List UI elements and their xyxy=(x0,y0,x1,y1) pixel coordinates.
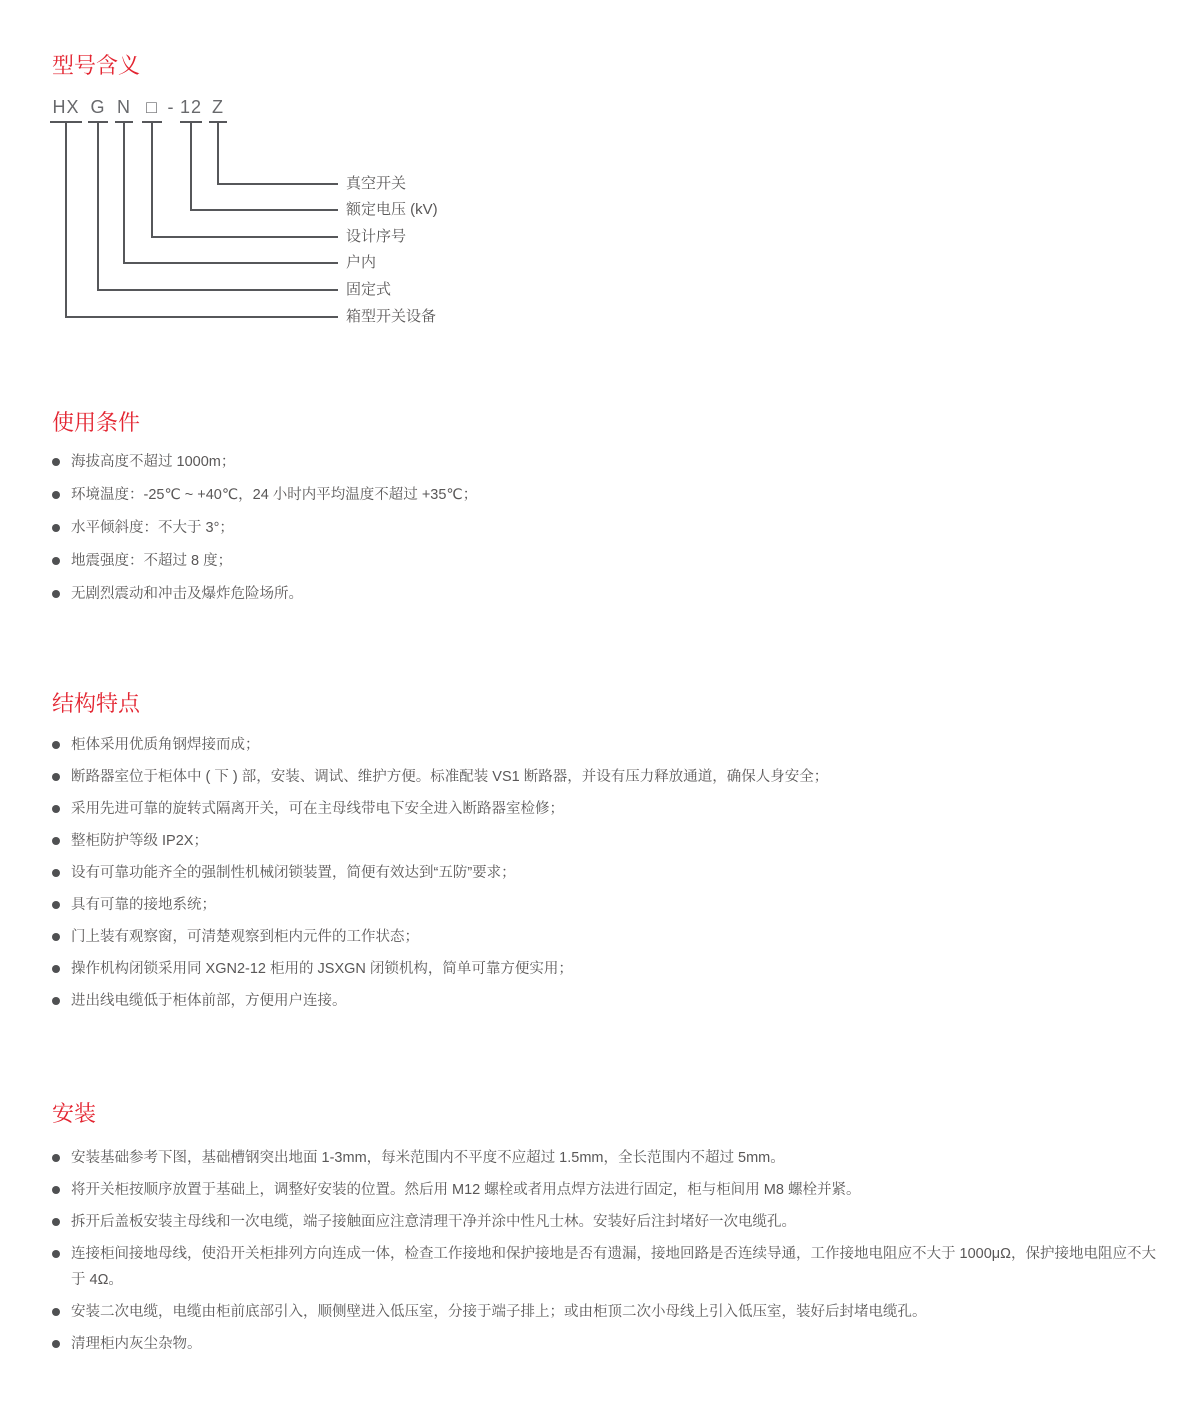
list-item xyxy=(52,991,1157,1011)
bullet-icon xyxy=(52,965,60,973)
list-item xyxy=(52,767,1157,787)
list-item xyxy=(52,1145,1157,1171)
bullet-icon xyxy=(52,590,60,598)
list-item-text: 安装基础参考下图，基础槽钢突出地面 1-3mm，每米范围内不平度不应超过 1.5mm，全长范围内不超过 5mm。 xyxy=(71,1150,785,1166)
list-item xyxy=(52,452,1157,472)
bullet-icon xyxy=(52,524,60,532)
model-code-part: Z xyxy=(212,97,224,117)
bullet-icon xyxy=(52,1218,60,1226)
bullet-icon xyxy=(52,1308,60,1316)
model-code-part: G xyxy=(90,97,106,117)
list-item-text: 门上装有观察窗，可清楚观察到柜内元件的工作状态； xyxy=(71,929,419,945)
list-item-text: 环境温度：-25℃ ~ +40℃，24 小时内平均温度不超过 +35℃； xyxy=(71,487,478,503)
bullet-icon xyxy=(52,1154,60,1162)
list-item xyxy=(52,485,1157,505)
bullet-icon xyxy=(52,837,60,845)
model-part-label: 户内 xyxy=(346,254,377,271)
bullet-icon xyxy=(52,773,60,781)
list-item-text: 进出线电缆低于柜体前部，方便用户连接。 xyxy=(71,993,347,1009)
model-part-label: 设计序号 xyxy=(346,228,407,245)
list-item xyxy=(52,863,1157,883)
list-item-text: 安装二次电缆，电缆由柜前底部引入，顺侧壁进入低压室，分接于端子排上；或由柜顶二次小母线上引入低压室，装好后封堵电缆孔。 xyxy=(71,1304,927,1320)
model-part-label: 箱型开关设备 xyxy=(346,308,437,325)
model-code-part: - xyxy=(167,97,175,117)
model-code-part: N xyxy=(117,97,131,117)
model-code-part: □ xyxy=(146,97,158,117)
bullet-icon xyxy=(52,869,60,877)
section-title-model-meaning: 型号含义 xyxy=(52,53,141,78)
list-item-text: 连接柜间接地母线，使沿开关柜排列方向连成一体，检查工作接地和保护接地是否有遗漏，接地回路是否连续导通，工作接地电阻应不大于 1000μΩ，保护接地电阻应不大于 4Ω。 xyxy=(71,1246,1156,1288)
bullet-icon xyxy=(52,997,60,1005)
list-item-text: 操作机构闭锁采用同 XGN2-12 柜用的 JSXGN 闭锁机构，简单可靠方便实用； xyxy=(71,961,573,977)
list-item xyxy=(52,831,1157,851)
model-designation-diagram xyxy=(0,98,1200,348)
list-item xyxy=(52,927,1157,947)
bullet-icon xyxy=(52,741,60,749)
model-part-labels xyxy=(0,98,1200,348)
list-item-text: 断路器室位于柜体中 ( 下 ) 部，安装、调试、维护方便。标准配装 VS1 断路器，并设有压力释放通道，确保人身安全； xyxy=(71,769,829,785)
list-item xyxy=(52,735,1157,755)
model-part-label: 固定式 xyxy=(346,281,392,298)
bullet-icon xyxy=(52,491,60,499)
list-item xyxy=(52,518,1157,538)
bullet-icon xyxy=(52,1186,60,1194)
list-item-text: 设有可靠功能齐全的强制性机械闭锁装置，简便有效达到“五防”要求； xyxy=(71,865,516,881)
list-item xyxy=(52,895,1157,915)
list-item-text: 拆开后盖板安装主母线和一次电缆，端子接触面应注意清理干净并涂中性凡士林。安装好后注封堵好一次电缆孔。 xyxy=(71,1214,796,1230)
list-item-text: 柜体采用优质角钢焊接而成； xyxy=(71,737,260,753)
list-item-text: 整柜防护等级 IP2X； xyxy=(71,833,208,849)
list-item-text: 水平倾斜度：不大于 3°； xyxy=(71,520,234,536)
list-item-text: 海拔高度不超过 1000m； xyxy=(71,454,236,470)
bullet-icon xyxy=(52,458,60,466)
list-item-text: 具有可靠的接地系统； xyxy=(71,897,216,913)
section-title-installation: 安装 xyxy=(52,1101,97,1126)
list-item xyxy=(52,1331,1157,1357)
section-title-usage-conditions: 使用条件 xyxy=(52,410,141,435)
bullet-icon xyxy=(52,933,60,941)
list-item-text: 将开关柜按顺序放置于基础上，调整好安装的位置。然后用 M12 螺栓或者用点焊方法进行固定，柜与柜间用 M8 螺栓并紧。 xyxy=(71,1182,861,1198)
bullet-icon xyxy=(52,805,60,813)
list-item xyxy=(52,799,1157,819)
list-item xyxy=(52,1241,1157,1293)
model-code-part: 12 xyxy=(179,97,203,117)
list-item xyxy=(52,584,1157,604)
list-item xyxy=(52,1209,1157,1235)
model-part-label: 真空开关 xyxy=(346,175,407,192)
list-item-text: 清理柜内灰尘杂物。 xyxy=(71,1336,202,1352)
bullet-icon xyxy=(52,1250,60,1258)
model-code-part: HX xyxy=(52,97,80,117)
list-item-text: 无剧烈震动和冲击及爆炸危险场所。 xyxy=(71,586,303,602)
structural-features-list xyxy=(52,735,1157,1023)
installation-list xyxy=(52,1145,1157,1363)
usage-conditions-list xyxy=(52,452,1157,617)
bullet-icon xyxy=(52,901,60,909)
model-part-label: 额定电压 (kV) xyxy=(346,201,438,218)
list-item-text: 采用先进可靠的旋转式隔离开关，可在主母线带电下安全进入断路器室检修； xyxy=(71,801,564,817)
bullet-icon xyxy=(52,1340,60,1348)
section-title-structural-features: 结构特点 xyxy=(52,691,141,716)
list-item xyxy=(52,959,1157,979)
list-item xyxy=(52,551,1157,571)
list-item-text: 地震强度：不超过 8 度； xyxy=(71,553,233,569)
list-item xyxy=(52,1299,1157,1325)
bullet-icon xyxy=(52,557,60,565)
list-item xyxy=(52,1177,1157,1203)
